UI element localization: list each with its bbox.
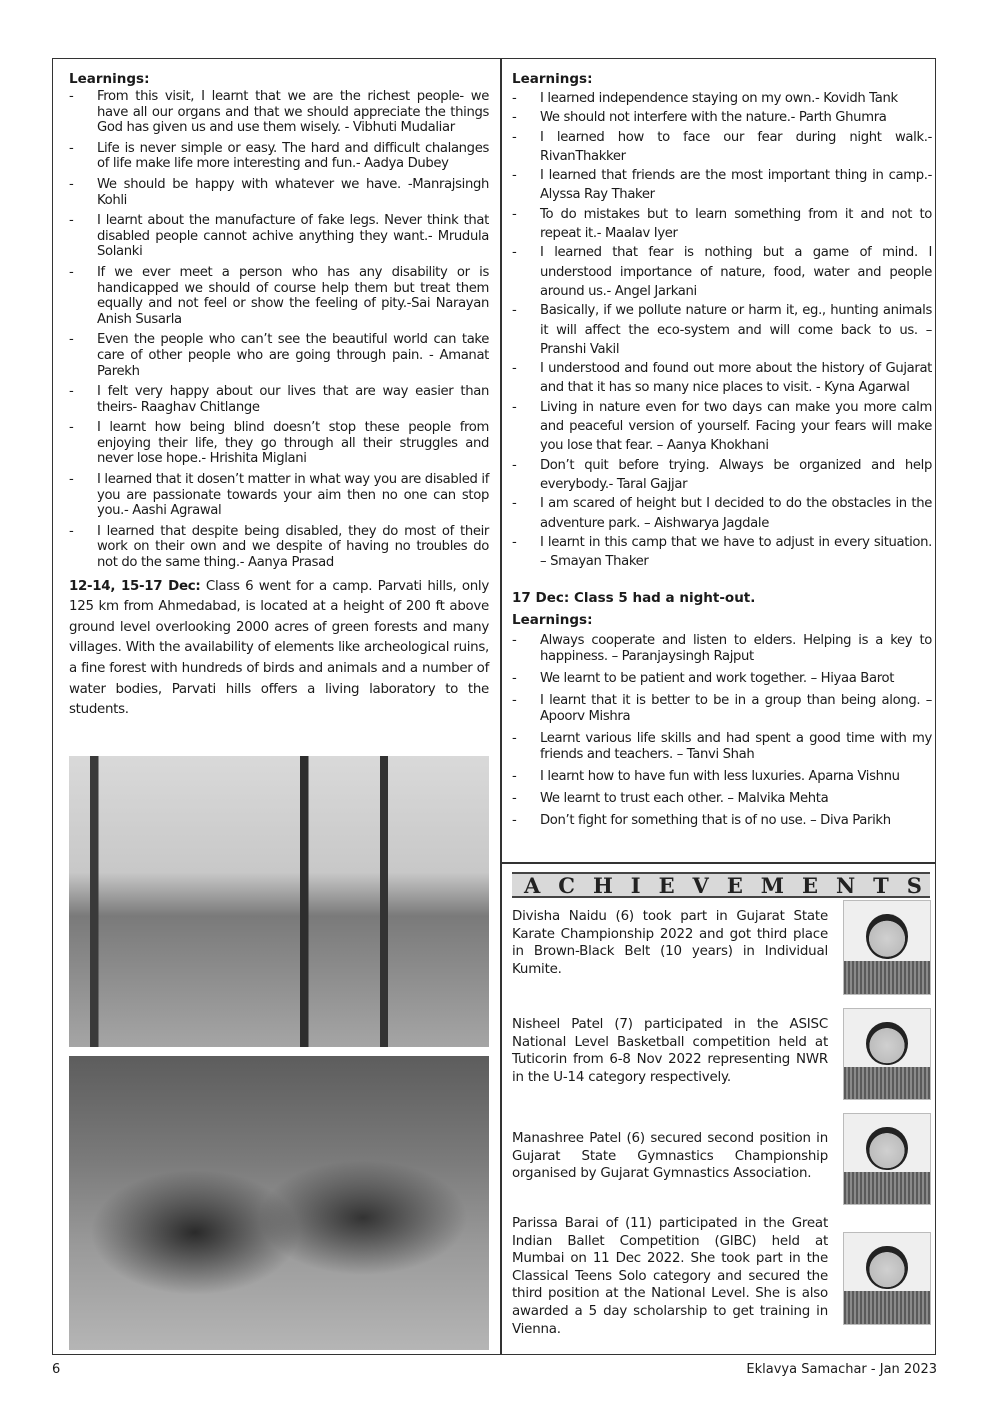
bullet-dash: - — [512, 769, 517, 785]
bullet-dash: - — [512, 110, 517, 126]
achievement-photo — [843, 900, 931, 995]
learning-item: - I learned that despite being disabled, they do most of their work on their own and we despite of having no troubles do not do the same thing.- Aanya Prasad — [69, 523, 489, 571]
learning-item: - To do mistakes but to learn something from it and not to repeat it.- Maalav Iyer — [512, 206, 932, 242]
bullet-dash: - — [512, 91, 517, 106]
achievement-item: Manashree Patel (6) secured second position in Gujarat State Gymnastics Championship organised by Gujarat Gymnastics Association. — [512, 1131, 828, 1182]
achievement-item: Nisheel Patel (7) participated in the ASISC National Level Basketball competition held at Tuticorin from 6-8 Nov 2022 representing NWR in the U-14 category respectively. — [512, 1017, 828, 1085]
learning-item: - I learned independence staying on my own.- Kovidh Tank — [512, 89, 932, 108]
bullet-dash: - — [512, 361, 517, 377]
photo-students-circle — [69, 1056, 489, 1350]
bullet-dash: - — [69, 523, 74, 539]
learning-item: - From this visit, I learnt that we are the richest people- we have all our organs and that we should appreciate the things God has given us and use them wisely. - Vibhuti Mudaliar — [69, 89, 489, 136]
achievements-banner: A C H I E V E M E N T S — [512, 872, 930, 898]
nightout-learnings-heading: Learnings: — [512, 612, 593, 629]
photo-rope-course — [69, 756, 489, 1047]
achievement-photo — [843, 1113, 931, 1205]
learning-item: - If we ever meet a person who has any disability or is handicapped we should of course help them but treat them equally and not feel or show the feeling of pity.-Sai Narayan Anish Susarla — [69, 264, 489, 327]
learning-item: - I felt very happy about our lives that are way easier than theirs- Raaghav Chitlange — [69, 384, 489, 415]
learning-item: - Even the people who can’t see the beautiful world can take care of other people who are going through pain. - Amanat Parekh — [69, 332, 489, 379]
bullet-dash: - — [512, 813, 517, 829]
achievement-photo — [843, 1008, 931, 1100]
achievement-item: Divisha Naidu (6) took part in Gujarat State Karate Championship 2022 and got third place in Brown-Black Belt (10 years) in Individual Kumite. — [512, 909, 828, 977]
learning-item: - Living in nature even for two days can make you more calm and peaceful version of yourself. Facing your fears will make you lose that fear. – Aanya Khokhani — [512, 399, 932, 454]
nightout-learnings-list — [512, 633, 932, 829]
learnings-heading: Learnings: — [69, 71, 150, 87]
learning-item: - We should not interfere with the nature.- Parth Ghumra — [512, 108, 932, 127]
bullet-dash: - — [512, 129, 517, 145]
left-column — [69, 70, 489, 721]
learning-item: - Don’t fight for something that is of no use. – Diva Parikh — [512, 813, 891, 829]
bullet-dash: - — [512, 633, 517, 649]
learning-item: - We learnt to be patient and work together. – Hiyaa Barot — [512, 671, 895, 687]
bullet-dash: - — [69, 176, 74, 192]
bullet-dash: - — [69, 140, 74, 156]
camp-paragraph — [69, 577, 489, 721]
bullet-dash: - — [512, 399, 517, 415]
bullet-dash: - — [512, 457, 517, 473]
achievement-item: Parissa Barai of (11) participated in the Great Indian Ballet Competition (GIBC) held at Mumbai on 11 Dec 2022. She took part in the Classical Teens Solo category and secured the third position at the National Level. She is also awarded a 5 day scholarship to get training in Vienna. — [512, 1216, 828, 1337]
bullet-dash: - — [69, 472, 74, 488]
page-number: 6 — [52, 1362, 61, 1377]
learning-item: - We learnt to trust each other. – Malvika Mehta — [512, 791, 829, 807]
bullet-dash: - — [69, 89, 74, 104]
learning-item: - I learnt in this camp that we have to adjust in every situation. – Smayan Thaker — [512, 534, 932, 570]
learning-item: - I understood and found out more about the history of Gujarat and that it has so many nice places to visit. - Kyna Agarwal — [512, 361, 932, 396]
achievements-divider — [500, 862, 936, 864]
bullet-dash: - — [69, 332, 74, 348]
learning-item: - I learned that friends are the most important thing in camp.-Alyssa Ray Thaker — [512, 168, 932, 203]
bullet-dash: - — [69, 213, 74, 229]
bullet-dash: - — [512, 731, 517, 747]
learning-item: - I learnt how being blind doesn’t stop these people from enjoying their life, they go through all their struggles and never lose hope.- Hrishita Miglani — [69, 420, 489, 467]
camp-description: Class 6 went for a camp. Parvati hills, only 125 km from Ahmedabad, is located at a height of 200 ft above ground level overlooking 2000 acres of green forests and many villages. With the availability of elements like archeological ruins, a fine forest with hundreds of birds and animals and a number of water bodies, Parvati hills offers a living laboratory to the students. — [69, 578, 489, 718]
right-column — [512, 70, 932, 835]
learning-item: - I learnt how to have fun with less luxuries. Aparna Vishnu — [512, 769, 900, 785]
learning-item: - Basically, if we pollute nature or harm it, eg., hunting animals it will affect the eco-system and will come back to us. – Pranshi Vakil — [512, 303, 932, 357]
bullet-dash: - — [512, 245, 517, 261]
bullet-dash: - — [512, 671, 517, 687]
learning-item: - We should be happy with whatever we have. -Manrajsingh Kohli — [69, 176, 489, 208]
nightout-heading: 17 Dec: Class 5 had a night-out. — [512, 590, 756, 607]
achievement-photo — [843, 1232, 931, 1325]
bullet-dash: - — [512, 496, 517, 512]
learning-item: - I learnt that it is better to be in a group than being along. – Apoorv Mishra — [512, 693, 932, 725]
learning-item: - Always cooperate and listen to elders. Helping is a key to happiness. – Paranjaysingh Rajput — [512, 633, 932, 665]
learning-item: - Learnt various life skills and had spent a good time with my friends and teachers. – Tanvi Shah — [512, 731, 932, 763]
camp-learnings-list — [512, 89, 932, 571]
column-divider — [500, 58, 502, 1355]
bullet-dash: - — [69, 420, 74, 436]
bullet-dash: - — [512, 791, 517, 807]
learning-item: - Life is never simple or easy. The hard and difficult chalanges of life make life more interesting and fun.- Aadya Dubey — [69, 140, 489, 172]
learning-item: - I learnt about the manufacture of fake legs. Never think that disabled people cannot achive anything they want.- Mrudula Solanki — [69, 213, 489, 260]
bullet-dash: - — [69, 264, 74, 280]
bullet-dash: - — [512, 303, 517, 319]
bullet-dash: - — [512, 206, 517, 222]
learnings-list — [69, 89, 489, 571]
learning-item: - I learned that it dosen’t matter in what way you are disabled if you are passionate towards your aim then no one can stop you.- Aashi Agrawal — [69, 472, 489, 519]
bullet-dash: - — [512, 534, 517, 550]
learning-item: - I learned that fear is nothing but a game of mind. I understood importance of nature, food, water and people around us.- Angel Jarkani — [512, 245, 932, 299]
learnings-heading: Learnings: — [512, 71, 593, 87]
bullet-dash: - — [512, 168, 517, 184]
learning-item: - Don’t quit before trying. Always be organized and help everybody.- Taral Gajjar — [512, 457, 932, 492]
learning-item: - I am scared of height but I decided to do the obstacles in the adventure park. – Aishwarya Jagdale — [512, 496, 932, 531]
bullet-dash: - — [512, 693, 517, 709]
publication-title: Eklavya Samachar - Jan 2023 — [746, 1362, 937, 1377]
learning-item: - I learned how to face our fear during night walk.- RivanThakker — [512, 129, 932, 164]
bullet-dash: - — [69, 384, 74, 400]
camp-date: 12-14, 15-17 Dec: — [69, 578, 201, 594]
